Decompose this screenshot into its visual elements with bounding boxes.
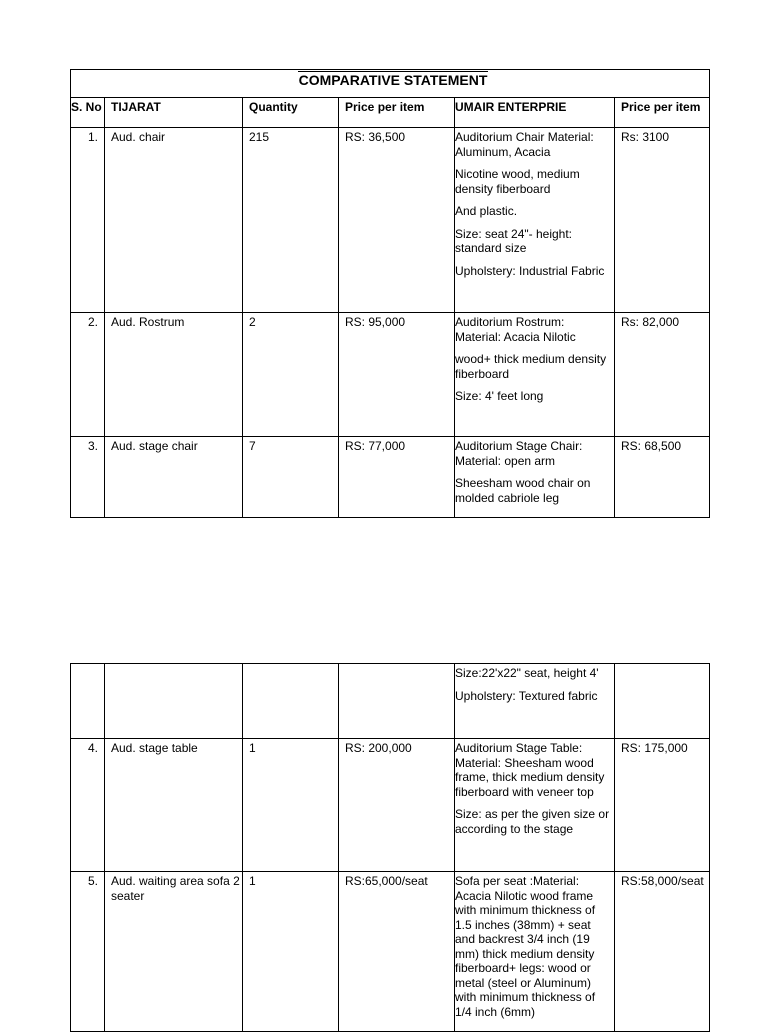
table-title-cell bbox=[71, 70, 710, 98]
row-price-tijarat: RS: 36,500 bbox=[339, 128, 455, 313]
row-description bbox=[455, 872, 615, 1032]
row-description bbox=[455, 313, 615, 437]
description-paragraph: Nicotine wood, medium density fiberboard bbox=[455, 167, 580, 196]
row-price-tijarat: RS: 95,000 bbox=[339, 313, 455, 437]
row-sno: 5. bbox=[71, 872, 105, 1032]
description-paragraph: Size: seat 24"- height: standard size bbox=[455, 226, 572, 255]
description-paragraph: Sofa per seat :Material: Acacia Nilotic wood frame with minimum thickness of 1.5 inches (38mm) + seat and backrest 3/4 inch (19 mm) thick medium density fiberboard+ legs: wood or metal (steel or Aluminum) with minimum thickness of 1/4 inch (6mm) bbox=[455, 874, 596, 1019]
row-item: Aud. stage table bbox=[105, 739, 243, 872]
row-quantity: 2 bbox=[243, 313, 339, 437]
row-price-umair: RS: 68,500 bbox=[615, 437, 710, 518]
row-sno: 3. bbox=[71, 437, 105, 518]
header-umair-enterprie: UMAIR ENTERPRIE bbox=[455, 98, 615, 128]
table-body-continued bbox=[71, 664, 710, 1032]
row-sno: 1. bbox=[71, 128, 105, 313]
description-paragraph: Sheesham wood chair on molded cabriole leg bbox=[455, 476, 591, 505]
row-description bbox=[455, 739, 615, 872]
row-sno bbox=[71, 664, 105, 739]
table-row bbox=[71, 437, 710, 518]
row-price-tijarat bbox=[339, 664, 455, 739]
header-row bbox=[71, 98, 710, 128]
row-description bbox=[455, 437, 615, 518]
description-paragraph: And plastic. bbox=[455, 204, 518, 218]
comparative-statement-table bbox=[70, 69, 710, 518]
description-paragraph: Size:22'x22" seat, height 4' bbox=[455, 666, 599, 680]
row-price-umair: RS:58,000/seat bbox=[615, 872, 710, 1032]
table-body bbox=[71, 128, 710, 518]
row-price-tijarat: RS: 200,000 bbox=[339, 739, 455, 872]
row-price-umair: RS: 175,000 bbox=[615, 739, 710, 872]
table-title: COMPARATIVE STATEMENT bbox=[298, 72, 488, 88]
row-quantity: 215 bbox=[243, 128, 339, 313]
row-description bbox=[455, 664, 615, 739]
description-paragraph: Size: as per the given size or according to the stage bbox=[455, 807, 610, 836]
comparative-statement-table-continued bbox=[70, 663, 710, 1032]
table-row bbox=[71, 128, 710, 313]
table-row bbox=[71, 872, 710, 1032]
row-price-tijarat: RS:65,000/seat bbox=[339, 872, 455, 1032]
row-description bbox=[455, 128, 615, 313]
description-paragraph: Auditorium Rostrum: Material: Acacia Nilotic bbox=[455, 315, 576, 344]
row-quantity: 1 bbox=[243, 872, 339, 1032]
row-quantity bbox=[243, 664, 339, 739]
row-quantity: 1 bbox=[243, 739, 339, 872]
row-item: Aud. waiting area sofa 2 seater bbox=[105, 872, 243, 1032]
row-price-umair bbox=[615, 664, 710, 739]
header-price-per-item-2: Price per item bbox=[615, 98, 710, 128]
row-price-umair: Rs: 3100 bbox=[615, 128, 710, 313]
header-tijarat: TIJARAT bbox=[105, 98, 243, 128]
table-row bbox=[71, 739, 710, 872]
row-quantity: 7 bbox=[243, 437, 339, 518]
description-paragraph: wood+ thick medium density fiberboard bbox=[455, 352, 607, 381]
row-sno: 2. bbox=[71, 313, 105, 437]
row-item bbox=[105, 664, 243, 739]
row-sno: 4. bbox=[71, 739, 105, 872]
row-item: Aud. stage chair bbox=[105, 437, 243, 518]
title-row bbox=[71, 70, 710, 98]
table-row bbox=[71, 313, 710, 437]
header-sno: S. No bbox=[71, 98, 105, 128]
description-paragraph: Size: 4' feet long bbox=[455, 389, 544, 403]
table-row bbox=[71, 664, 710, 739]
description-paragraph: Auditorium Chair Material: Aluminum, Acacia bbox=[455, 130, 594, 159]
row-item: Aud. Rostrum bbox=[105, 313, 243, 437]
description-paragraph: Upholstery: Industrial Fabric bbox=[455, 263, 605, 278]
row-price-umair: Rs: 82,000 bbox=[615, 313, 710, 437]
description-paragraph: Auditorium Stage Table: Material: Sheesham wood frame, thick medium density fiberboard with veneer top bbox=[455, 741, 605, 799]
description-paragraph: Auditorium Stage Chair: Material: open arm bbox=[455, 439, 583, 468]
header-quantity: Quantity bbox=[243, 98, 339, 128]
description-paragraph: Upholstery: Textured fabric bbox=[455, 688, 598, 703]
row-item: Aud. chair bbox=[105, 128, 243, 313]
header-price-per-item-1: Price per item bbox=[339, 98, 455, 128]
row-price-tijarat: RS: 77,000 bbox=[339, 437, 455, 518]
